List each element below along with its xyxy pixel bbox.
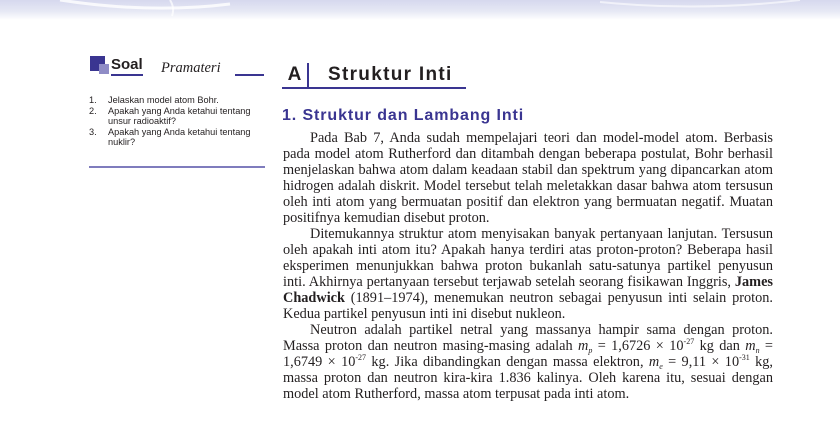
section-letter: A: [282, 63, 309, 87]
question-number: 3.: [89, 126, 97, 137]
p3-text-2: = 1,6726 × 10: [592, 338, 684, 354]
p3-text-3: kg dan: [694, 338, 746, 354]
question-number: 2.: [89, 105, 97, 116]
soal-question-item: [89, 106, 267, 127]
exponent-1: -27: [683, 337, 695, 346]
section-heading: [282, 63, 772, 89]
soal-label: Soal: [111, 56, 143, 76]
subscript-n: n: [755, 346, 760, 355]
exponent-3: -31: [739, 353, 750, 362]
scientist-name: James Chadwick: [283, 274, 773, 306]
sidebar-bottom-rule: [89, 166, 265, 168]
mass-symbol-electron: m: [648, 354, 660, 370]
subscript-p: p: [588, 346, 593, 355]
top-band-curves: [0, 0, 840, 20]
p3-text-6: = 9,11 × 10: [662, 354, 740, 370]
top-decorative-band: [0, 0, 840, 20]
paragraph-3: [283, 322, 773, 402]
pramateri-label: Pramateri: [161, 60, 221, 76]
section-underline: [282, 87, 466, 89]
question-text: Jelaskan model atom Bohr.: [108, 95, 219, 105]
paragraph-1: Pada Bab 7, Anda sudah mempelajari teori dan model-model atom. Berbasis pada model atom Rutherford dan ditambah dengan beberapa postulat, Bohr berhasil menjelaskan bahwa atom dalam keadaan stabil dan spektrum yang dipancarkan atom hidrogen adalah diskrit. Model tersebut telah meletakkan dasar bahwa atom tersusun oleh inti atom yang bermuatan positif dan elektron yang bermuatan negatif. Muatan positifnya kemudian disebut proton.: [283, 130, 773, 226]
question-text: Apakah yang Anda ketahui tentang unsur radioaktif?: [108, 105, 251, 126]
pramateri-rule: [235, 74, 264, 76]
soal-question-item: [89, 95, 267, 106]
mass-symbol-neutron: m: [745, 338, 756, 354]
paragraph-2: [283, 226, 773, 322]
p3-text-4: = 1,6749 × 10: [283, 338, 773, 370]
question-number: 1.: [89, 95, 97, 105]
paragraph-2-text-b: (1891–1974), menemukan neutron sebagai penyusun inti selain proton. Kedua partikel penyusun inti ini disebut nukleon.: [283, 290, 773, 322]
soal-pramateri-header: [90, 56, 264, 80]
mass-symbol-proton: m: [578, 338, 589, 354]
soal-square-accent-icon: [99, 64, 109, 74]
p3-text-1: Neutron adalah partikel netral yang massanya hampir sama dengan proton. Massa proton dan neutron masing-masing adalah: [283, 322, 773, 354]
subscript-e: e: [659, 362, 663, 371]
p3-text-7: kg, massa proton dan neutron kira-kira 1.836 kalinya. Oleh karena itu, sesuai dengan model atom Rutherford, massa atom terpusat pada inti atom.: [283, 354, 774, 402]
question-text: Apakah yang Anda ketahui tentang nuklir?: [108, 126, 251, 147]
soal-question-item: [89, 127, 267, 148]
body-text: [283, 130, 773, 402]
soal-question-list: [89, 95, 267, 148]
section-title: Struktur Inti: [328, 64, 453, 85]
exponent-2: -27: [355, 353, 367, 362]
paragraph-2-text-a: Ditemukannya struktur atom menyisakan banyak pertanyaan lanjutan. Tersusun oleh apakah inti atom itu? Apakah hanya terdiri atas proton-proton? Beberapa hasil eksperimen menunjukkan bahwa proton bukanlah satu-satunya partikel penyusun inti. Akhirnya pertanyaan tersebut terjawab setelah seorang fisikawan Inggris,: [283, 226, 773, 290]
p3-text-5: kg. Jika dibandingkan dengan massa elektron,: [366, 354, 649, 370]
subsection-title: 1. Struktur dan Lambang Inti: [282, 107, 525, 124]
